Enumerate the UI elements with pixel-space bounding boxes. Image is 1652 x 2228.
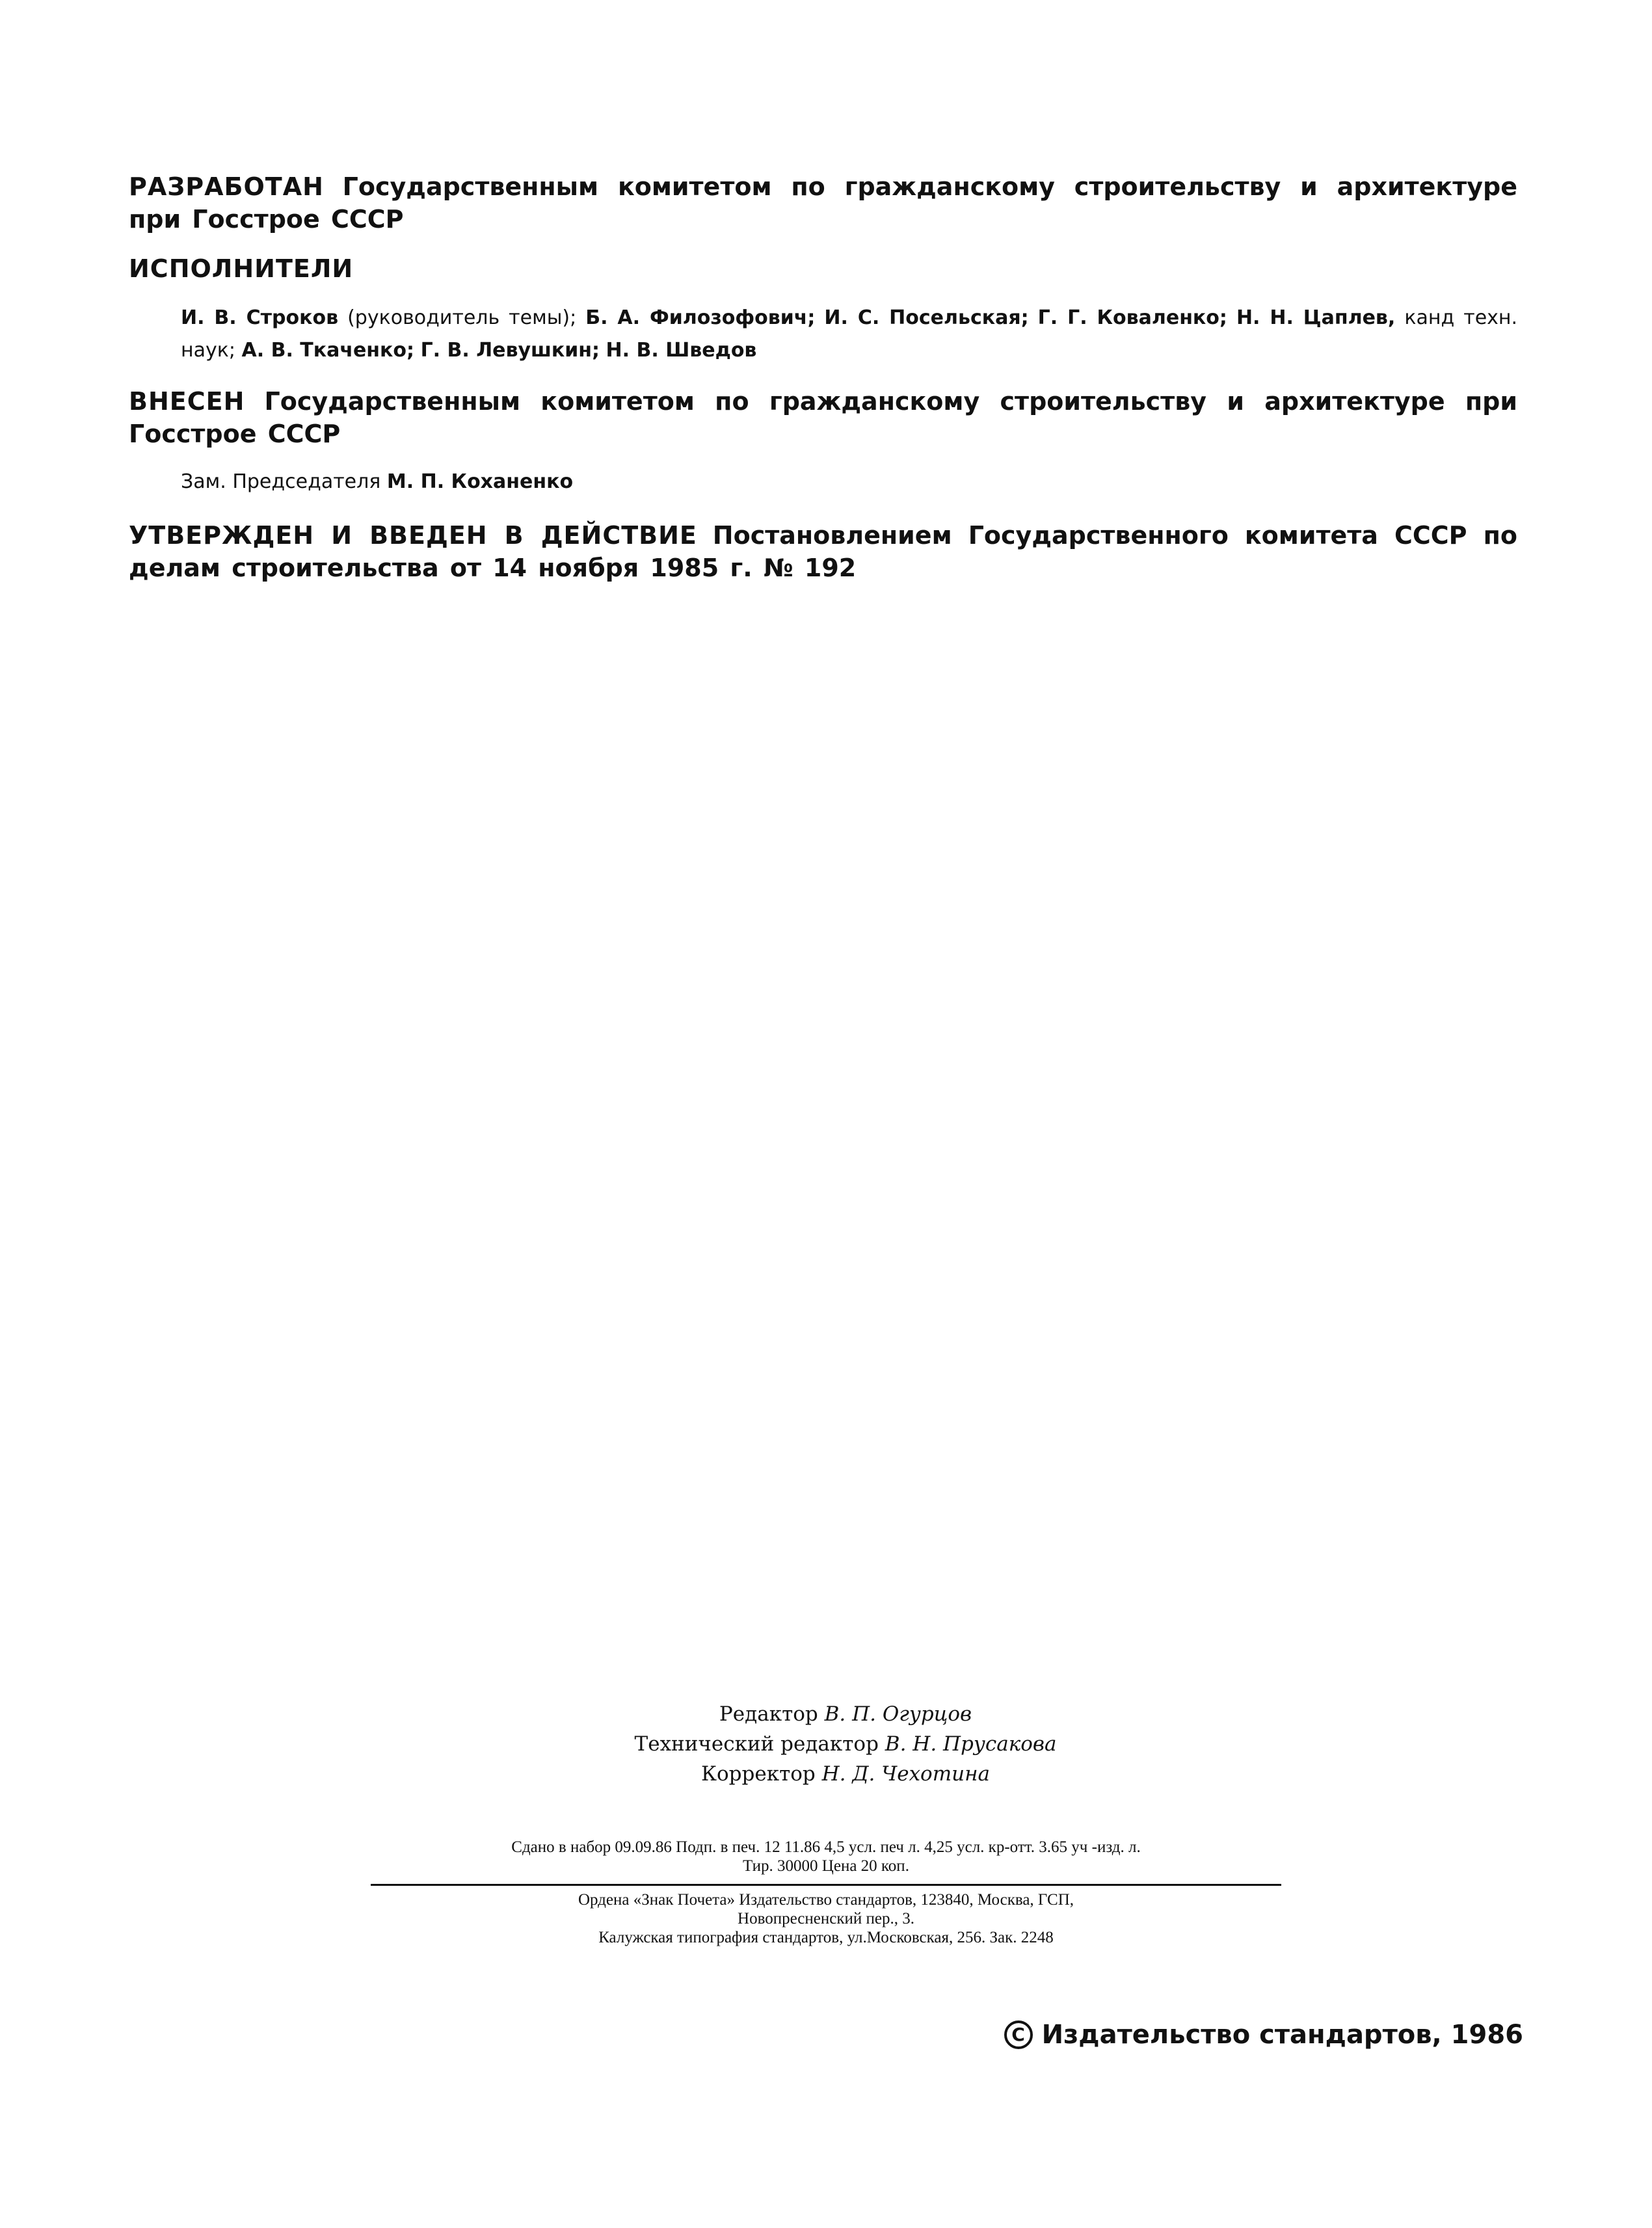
performer-name: Г. Г. Коваленко; (1037, 306, 1227, 329)
performer-name: Б. А. Филозофович; (585, 306, 816, 329)
credits-block (553, 1699, 1138, 1789)
approved-paragraph (129, 519, 1517, 584)
deputy-label: Зам. Председателя (181, 470, 381, 493)
performer-name: Г. В. Левушкин; (420, 339, 600, 362)
divider-line (371, 1884, 1281, 1886)
approved-text: Постановлением Государственного комитета СССР по делам строительства от 14 ноября 1985 г. № 192 (129, 521, 1517, 582)
performer-name: И. С. Посельская; (824, 306, 1029, 329)
copyright-text: Издательство стандартов, 1986 (1041, 2020, 1523, 2050)
performers-heading: ИСПОЛНИТЕЛИ (129, 254, 354, 283)
approved-label: УТВЕРЖДЕН И ВВЕДЕН В ДЕЙСТВИЕ (129, 521, 697, 550)
deputy-name: М. П. Коханенко (386, 470, 574, 493)
publisher-line: Ордена «Знак Почета» Издательство стандартов, 123840, Москва, ГСП, (578, 1891, 1074, 1909)
publisher-details (371, 1890, 1281, 1947)
editor-label: Редактор (719, 1702, 818, 1726)
performer-degree: канд техн. наук; (181, 306, 1518, 362)
performers-list (181, 302, 1517, 367)
tech-editor-line (553, 1729, 1138, 1759)
developed-text: Государственным комитетом по гражданскому строительству и архитектуре при Госстрое СССР (129, 172, 1517, 234)
editor-name: В. П. Огурцов (824, 1702, 972, 1726)
editor-line (553, 1699, 1138, 1729)
performer-name: Н. В. Шведов (606, 339, 757, 362)
performer-name: И. В. Строков (181, 306, 339, 329)
tech-editor-name: В. Н. Прусакова (885, 1732, 1057, 1756)
performer-name: А. В. Ткаченко; (241, 339, 415, 362)
developed-label: РАЗРАБОТАН (129, 172, 324, 201)
copyright-line (1004, 2019, 1523, 2051)
proofreader-line (553, 1759, 1138, 1789)
print-details-line: Тир. 30000 Цена 20 коп. (743, 1857, 909, 1875)
proofreader-label: Корректор (701, 1762, 816, 1786)
print-details (371, 1838, 1281, 1875)
publisher-line: Калужская типография стандартов, ул.Московская, 256. Зак. 2248 (598, 1929, 1054, 1946)
introduced-paragraph (129, 385, 1517, 450)
print-details-line: Сдано в набор 09.09.86 Подп. в печ. 12 11.86 4,5 усл. печ л. 4,25 усл. кр-отт. 3.65 уч -изд. л. (511, 1838, 1141, 1856)
deputy-line (181, 466, 1517, 498)
publisher-line: Новопресненский пер., 3. (738, 1910, 914, 1927)
performer-role: (руководитель темы); (347, 306, 577, 329)
tech-editor-label: Технический редактор (634, 1732, 879, 1756)
developed-paragraph (129, 170, 1517, 235)
introduced-label: ВНЕСЕН (129, 387, 245, 416)
performer-name: Н. Н. Цаплев, (1236, 306, 1396, 329)
copyright-icon: C (1004, 2020, 1033, 2049)
proofreader-name: Н. Д. Чехотина (821, 1762, 990, 1786)
introduced-text: Государственным комитетом по гражданскому строительству и архитектуре при Госстрое СССР (129, 387, 1517, 448)
